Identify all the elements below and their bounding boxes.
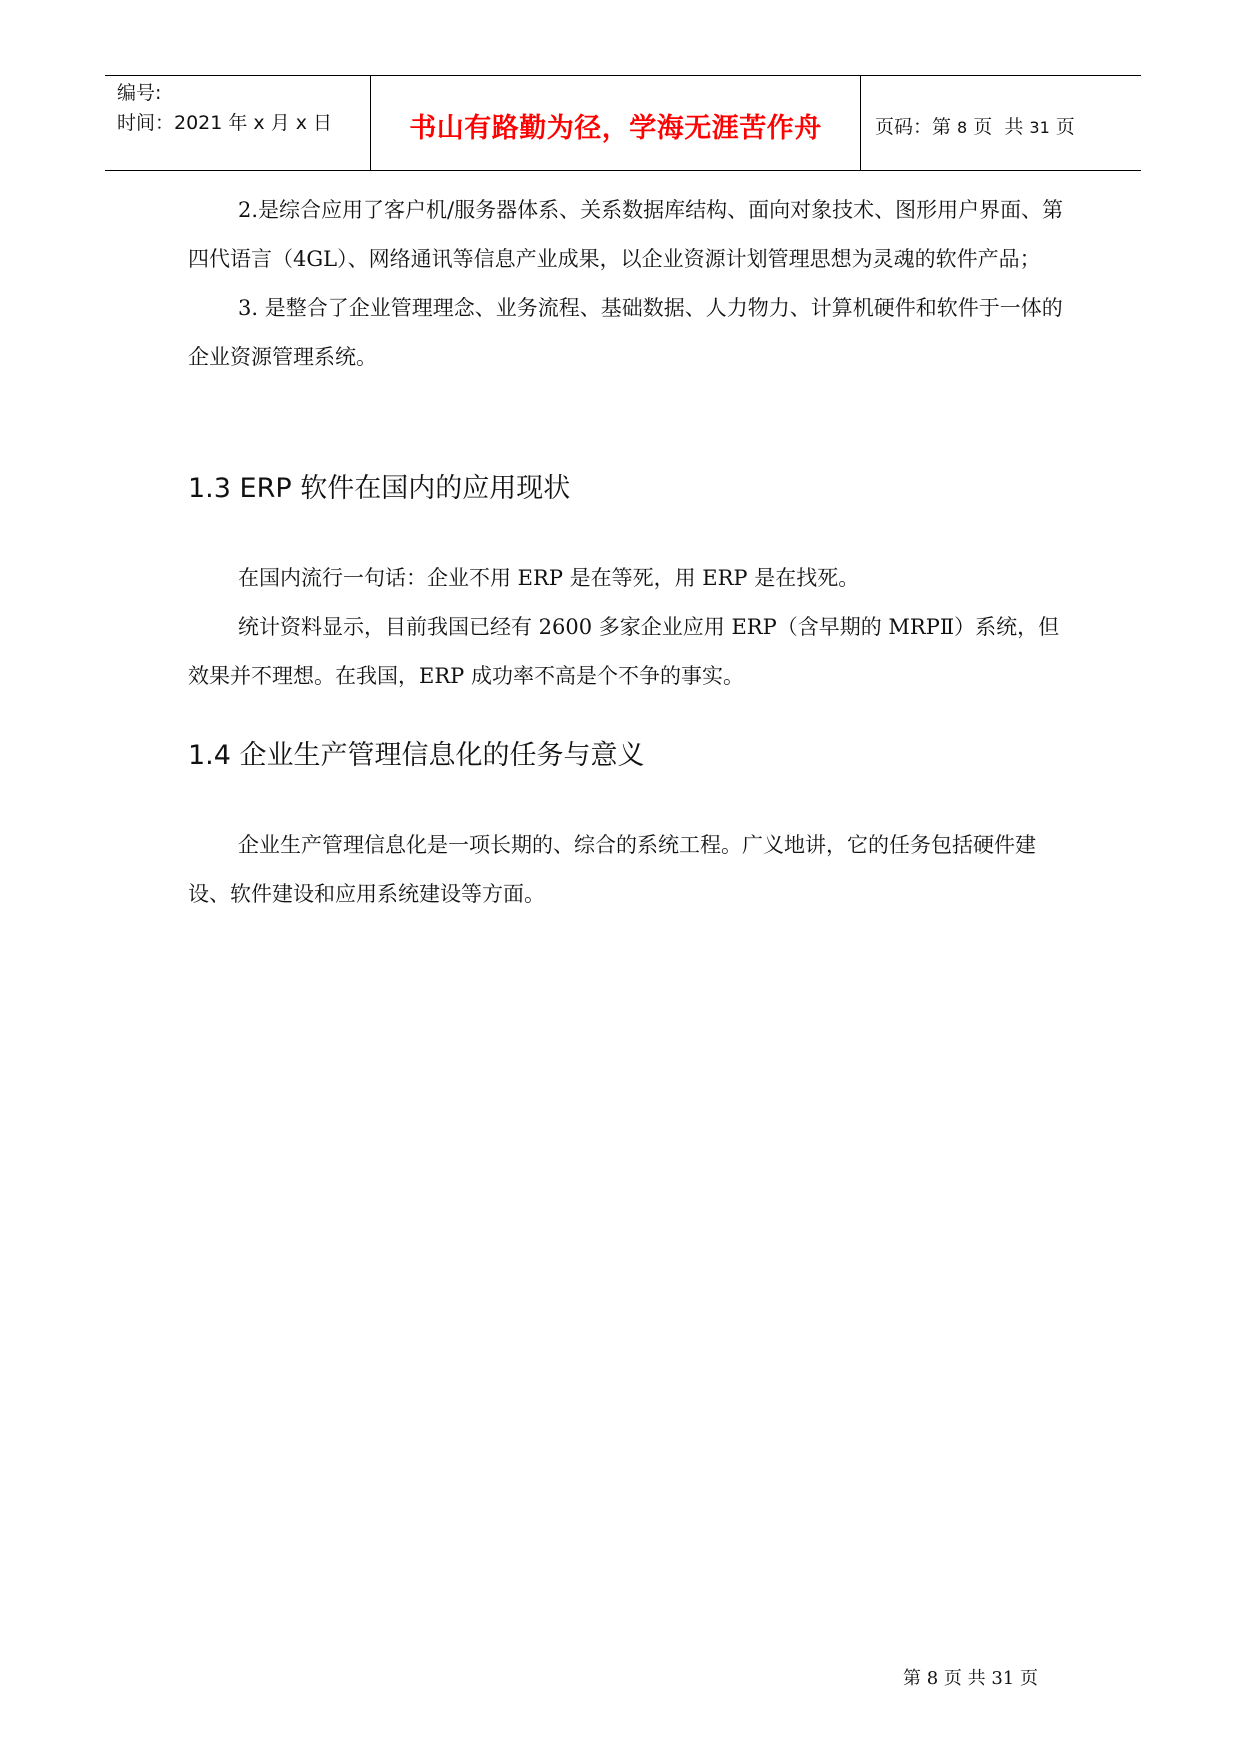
section-1-4-body — [188, 821, 1068, 919]
page-current: 8 — [957, 117, 968, 137]
page-header — [105, 75, 1141, 171]
section-top-body — [188, 186, 1068, 382]
header-meta — [105, 76, 371, 170]
page-info-middle: 页 共 — [967, 115, 1030, 138]
section-1-3-body — [188, 554, 1068, 701]
header-motto-cell — [371, 76, 861, 170]
paragraph: 2.是综合应用了客户机/服务器体系、关系数据库结构、面向对象技术、图形用户界面、第四代语言（4GL）、网络通讯等信息产业成果，以企业资源计划管理思想为灵魂的软件产品； — [188, 198, 1064, 271]
page-info-suffix: 页 — [1049, 115, 1075, 138]
doc-number-label: 编号: — [117, 82, 162, 104]
section-heading-1-3: 1.3 ERP 软件在国内的应用现状 — [188, 473, 571, 504]
page-total: 31 — [1029, 117, 1050, 137]
header-page-info — [861, 76, 1141, 170]
section-heading-1-4: 1.4 企业生产管理信息化的任务与意义 — [188, 740, 645, 771]
paragraph: 统计资料显示，目前我国已经有 2600 多家企业应用 ERP（含早期的 MRPⅡ）系统，但效果并不理想。在我国，ERP 成功率不高是个不争的事实。 — [188, 615, 1060, 688]
motto-text: 书山有路勤为径，学海无涯苦作舟 — [409, 112, 822, 144]
paragraph: 企业生产管理信息化是一项长期的、综合的系统工程。广义地讲，它的任务包括硬件建设、软件建设和应用系统建设等方面。 — [188, 833, 1036, 906]
page-info-prefix: 页码：第 — [875, 115, 958, 138]
page-info — [875, 112, 1141, 139]
date-label: 时间：2021 年 x 月 x 日 — [117, 112, 333, 134]
page-footer: 第 8 页 共 31 页 — [903, 1668, 1038, 1689]
paragraph: 3. 是整合了企业管理理念、业务流程、基础数据、人力物力、计算机硬件和软件于一体的企业资源管理系统。 — [188, 296, 1063, 369]
paragraph: 在国内流行一句话：企业不用 ERP 是在等死，用 ERP 是在找死。 — [238, 566, 860, 590]
